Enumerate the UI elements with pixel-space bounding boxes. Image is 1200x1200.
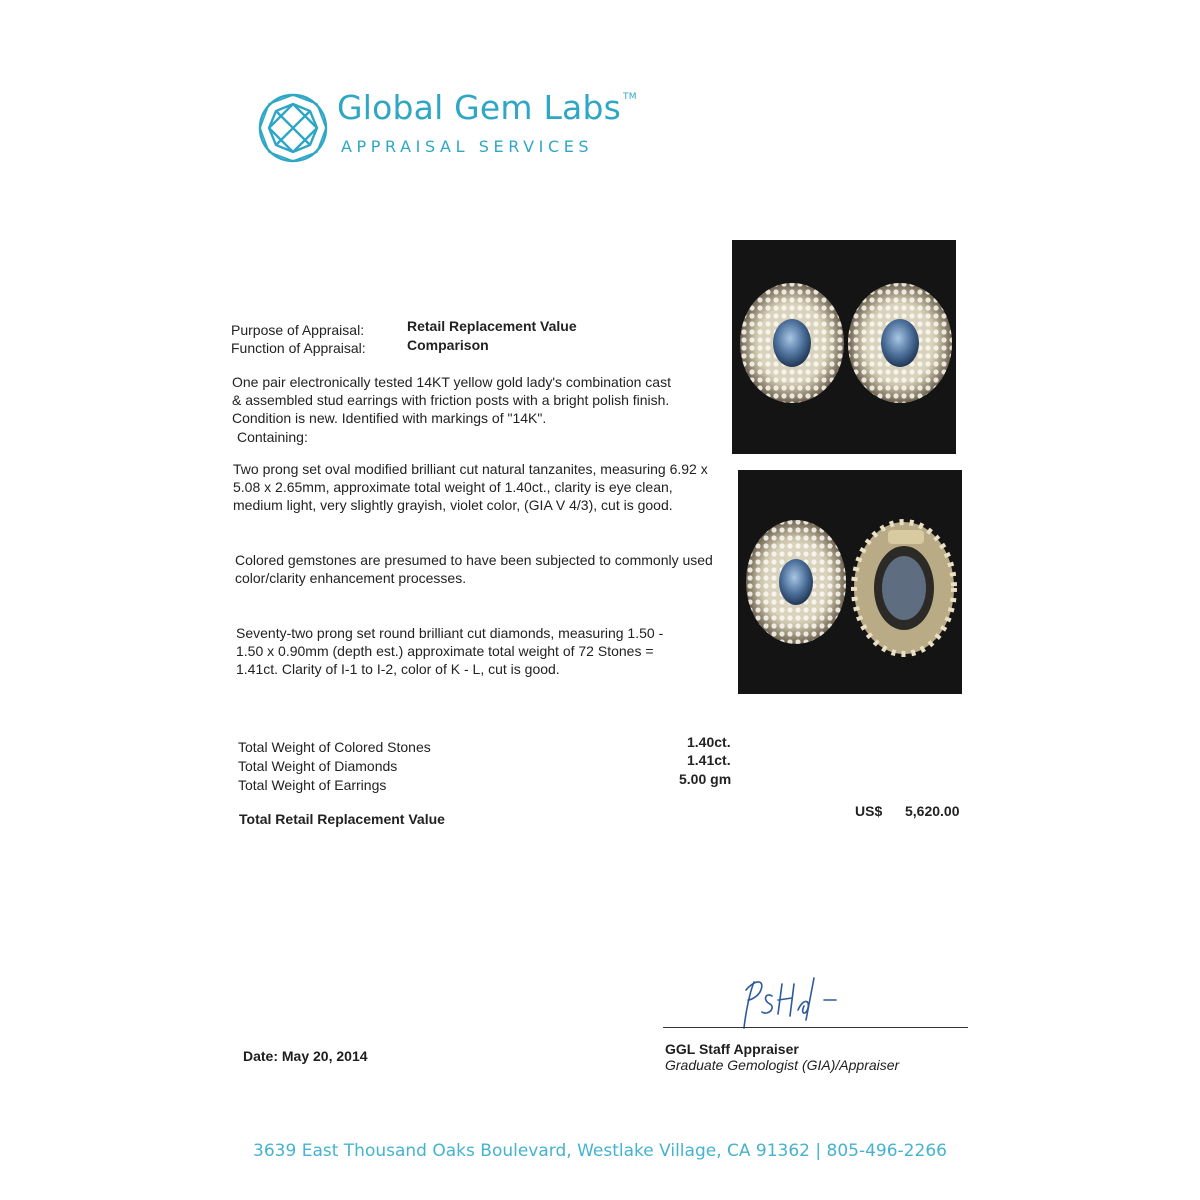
diamond-description: Seventy-two prong set round brilliant cut diamonds, measuring 1.50 - 1.50 x 0.90mm (depth est.) approximate total weight of 72 Stones = 1.41ct. Clarity of I-1 to I-2, color of K - L, cut is good. xyxy=(236,625,664,677)
total-diamonds-value: 1.41ct. xyxy=(687,752,731,768)
appraiser-title: Graduate Gemologist (GIA)/Appraiser xyxy=(665,1057,900,1073)
enhancement-note: Colored gemstones are presumed to have been subjected to commonly used color/clarity enhancement processes. xyxy=(235,552,713,586)
total-earrings-value: 5.00 gm xyxy=(679,771,732,787)
total-colored-stones-label: Total Weight of Colored Stones xyxy=(238,739,431,755)
footer-address: 3639 East Thousand Oaks Boulevard, Westlake Village, CA 91362 | 805-496-2266 xyxy=(253,1141,947,1161)
brand-subtitle: APPRAISAL SERVICES xyxy=(341,137,594,156)
total-earrings-label: Total Weight of Earrings xyxy=(238,777,387,793)
appraiser-name: GGL Staff Appraiser xyxy=(665,1041,799,1057)
appraisal-date: Date: May 20, 2014 xyxy=(243,1048,368,1064)
replacement-value-label: Total Retail Replacement Value xyxy=(239,811,445,827)
purpose-value: Retail Replacement Value xyxy=(407,318,577,334)
total-diamonds-label: Total Weight of Diamonds xyxy=(238,758,398,774)
replacement-amount: 5,620.00 xyxy=(905,803,960,819)
trademark: TM xyxy=(623,92,637,102)
function-value: Comparison xyxy=(407,337,489,353)
item-description: One pair electronically tested 14KT yellow gold lady's combination cast & assembled stud earrings with friction posts with a bright polish finish. Condition is new. Identified with markings of "14K". xyxy=(232,374,671,426)
logo-gem-icon xyxy=(257,92,329,164)
brand-name xyxy=(337,88,637,127)
brand-name-text: Global Gem Labs xyxy=(337,88,622,127)
containing-label: Containing: xyxy=(237,429,308,445)
currency-label: US$ xyxy=(855,803,883,819)
total-colored-stones-value: 1.40ct. xyxy=(687,734,731,750)
function-label: Function of Appraisal: xyxy=(231,340,366,356)
earrings-side-photo xyxy=(738,470,962,694)
handwritten-signature xyxy=(732,970,852,1032)
signature-line xyxy=(663,1027,968,1028)
tanzanite-description: Two prong set oval modified brilliant cut natural tanzanites, measuring 6.92 x 5.08 x 2.65mm, approximate total weight of 1.40ct., clarity is eye clean, medium light, very slightly grayish, violet color, (GIA V 4/3), cut is good. xyxy=(233,461,708,513)
purpose-label: Purpose of Appraisal: xyxy=(231,322,365,338)
earrings-front-photo xyxy=(732,240,956,454)
